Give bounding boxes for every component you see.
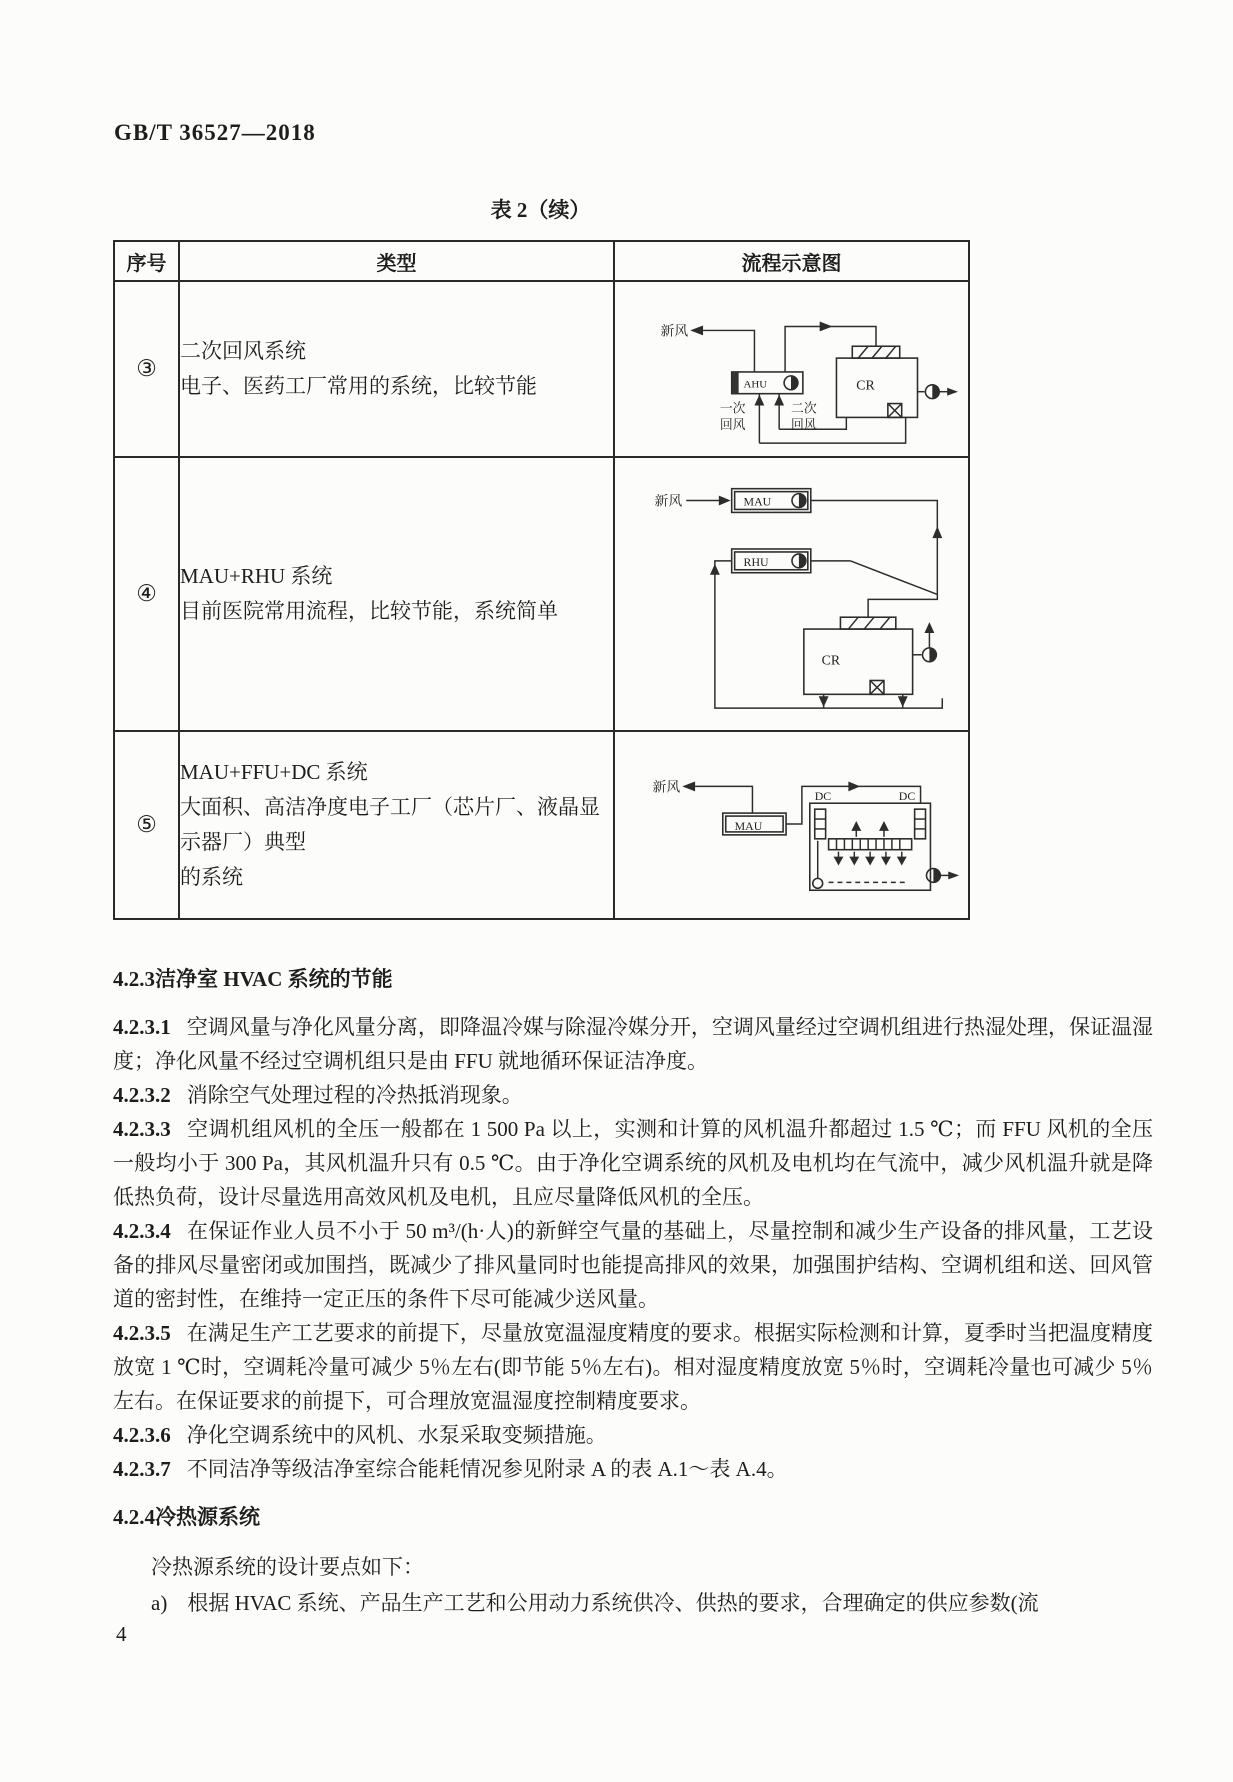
fresh-air-label: 新风 xyxy=(660,322,689,338)
arrow-right-icon xyxy=(848,781,860,791)
mau-label: MAU xyxy=(743,493,772,508)
arrow-left-icon xyxy=(682,781,695,791)
row-type xyxy=(179,457,614,731)
arrow-down-icon xyxy=(819,696,829,707)
arrow-right-icon xyxy=(947,387,958,395)
col-header-type: 类型 xyxy=(179,241,614,281)
arrow-up-icon xyxy=(879,821,889,831)
type-line: 大面积、高洁净度电子工厂（芯片厂、液晶显示器厂）典型 xyxy=(180,795,600,854)
body-text xyxy=(113,962,1153,1620)
clause-number: 4.2.3.3 xyxy=(113,1117,171,1141)
list-label: a) xyxy=(151,1591,168,1615)
table-row xyxy=(114,281,969,457)
primary-return-label: 一次 xyxy=(719,400,746,415)
clause-number: 4.2.3.6 xyxy=(113,1423,171,1447)
row-number: ③ xyxy=(114,281,179,457)
col-header-no: 序号 xyxy=(114,241,179,281)
ahu-label: AHU xyxy=(743,378,768,391)
arrow-up-icon xyxy=(754,394,764,405)
clause-4-2-3-6 xyxy=(113,1418,1153,1452)
arrow-down-icon xyxy=(865,856,875,865)
clause-text: 在保证作业人员不小于 50 m³/(h·人)的新鲜空气量的基础上，尽量控制和减少生产设备的排风量，工艺设备的排风尽量密闭或加围挡，既减少了排风量同时也能提高排风的效果，加强围护结构、空调机组和送、回风管道的密封性，在维持一定正压的条件下尽可能减少送风量。 xyxy=(113,1219,1153,1311)
arrow-down-icon xyxy=(881,856,891,865)
clause-number: 4.2.3.5 xyxy=(113,1321,171,1345)
clause-number: 4.2.3.7 xyxy=(113,1457,171,1481)
arrow-down-icon xyxy=(898,696,908,707)
clause-4-2-3-5 xyxy=(113,1316,1153,1418)
arrow-up-icon xyxy=(851,821,861,831)
arrow-right-icon xyxy=(820,321,833,331)
clause-text: 空调机组风机的全压一般都在 1 500 Pa 以上，实测和计算的风机温升都超过 1.5 ℃；而 FFU 风机的全压一般均小于 300 Pa，其风机温升只有 0.5 ℃。由于净化空调系统的风机及电机均在气流中，减少风机温升就是降低热负荷，设计尽量选用高效风机及电机，且应尽量降低风机的全压。 xyxy=(113,1117,1153,1209)
clause-text: 空调风量与净化风量分离，即降温冷媒与除湿冷媒分开，空调风量经过空调机组进行热湿处理，保证温湿度；净化风量不经过空调机组只是由 FFU 就地循环保证洁净度。 xyxy=(113,1015,1153,1073)
row-number: ⑤ xyxy=(114,731,179,919)
secondary-return-label: 二次 xyxy=(791,400,817,415)
clause-number: 4.2.3.4 xyxy=(113,1219,171,1243)
section-title: 洁净室 HVAC 系统的节能 xyxy=(155,967,393,991)
dry-coil-label: DC xyxy=(898,788,915,803)
table-row xyxy=(114,731,969,919)
clause-text: 在满足生产工艺要求的前提下，尽量放宽温湿度精度的要求。根据实际检测和计算，夏季时当把温度精度放宽 1 ℃时，空调耗冷量可减少 5％左右(即节能 5％左右)。相对湿度精度放宽 5％时，空调耗冷量也可减少 5％左右。在保证要求的前提下，可合理放宽温湿度控制精度要求。 xyxy=(113,1321,1153,1413)
section-number: 4.2.3 xyxy=(113,967,155,991)
mau-rhu-diagram xyxy=(619,461,964,723)
type-line: 电子、医药工厂常用的系统，比较节能 xyxy=(180,374,537,398)
type-line: MAU+RHU 系统 xyxy=(180,564,333,588)
flow-diagram-mau-ffu-dc xyxy=(614,731,969,919)
clause-4-2-3-2 xyxy=(113,1078,1153,1112)
mau-ffu-dc-diagram xyxy=(618,734,966,912)
arrow-down-icon xyxy=(896,856,906,865)
flow-diagram-mau-rhu xyxy=(614,457,969,731)
row-type xyxy=(179,281,614,457)
row-type xyxy=(179,731,614,919)
type-line: 目前医院常用流程，比较节能，系统简单 xyxy=(180,599,558,623)
arrow-up-icon xyxy=(924,622,934,633)
row-number: ④ xyxy=(114,457,179,731)
arrow-down-icon xyxy=(833,856,843,865)
arrow-right-icon xyxy=(948,871,959,879)
page-number: 4 xyxy=(116,1622,127,1646)
secondary-return-air-diagram xyxy=(619,283,964,451)
clause-4-2-3-7 xyxy=(113,1452,1153,1486)
document-code: GB/T 36527—2018 xyxy=(114,120,316,145)
section-number: 4.2.4 xyxy=(113,1505,155,1529)
clause-text: 净化空调系统中的风机、水泵采取变频措施。 xyxy=(186,1423,607,1447)
clause-4-2-3-1 xyxy=(113,1010,1153,1078)
clause-4-2-3-4 xyxy=(113,1214,1153,1316)
section-title: 冷热源系统 xyxy=(155,1505,260,1529)
cleanroom-label: CR xyxy=(821,652,841,668)
arrow-up-icon xyxy=(774,394,784,405)
clause-number: 4.2.3.1 xyxy=(113,1015,171,1039)
section-heading-4-2-4 xyxy=(113,1500,1153,1534)
clause-4-2-3-3 xyxy=(113,1112,1153,1214)
fresh-air-label: 新风 xyxy=(654,492,683,508)
cleanroom-label: CR xyxy=(856,377,875,393)
rhu-label: RHU xyxy=(743,554,769,569)
type-line: MAU+FFU+DC 系统 xyxy=(180,760,368,784)
flow-diagram-secondary-return xyxy=(614,281,969,457)
col-header-diagram: 流程示意图 xyxy=(614,241,969,281)
secondary-return-label: 回风 xyxy=(791,417,817,432)
table-row xyxy=(114,457,969,731)
list-item-a xyxy=(113,1586,1153,1620)
arrow-up-icon xyxy=(932,526,942,538)
type-line: 二次回风系统 xyxy=(180,339,306,363)
clause-number: 4.2.3.2 xyxy=(113,1083,171,1107)
dry-coil-label: DC xyxy=(814,788,831,803)
type-line: 的系统 xyxy=(180,865,243,889)
system-types-table xyxy=(113,240,970,920)
table-title: 表 2（续） xyxy=(490,198,591,222)
arrow-down-icon xyxy=(849,856,859,865)
arrow-right-icon xyxy=(719,495,731,505)
primary-return-label: 回风 xyxy=(719,417,746,432)
arrow-left-icon xyxy=(690,325,703,335)
mau-label: MAU xyxy=(734,818,762,833)
fresh-air-label: 新风 xyxy=(652,778,680,794)
arrow-up-icon xyxy=(710,563,720,574)
table-header-row xyxy=(114,241,969,281)
section-intro: 冷热源系统的设计要点如下： xyxy=(151,1555,424,1579)
section-heading-4-2-3 xyxy=(113,962,1153,996)
list-text: 根据 HVAC 系统、产品生产工艺和公用动力系统供冷、供热的要求，合理确定的供应参数(流 xyxy=(187,1591,1039,1615)
clause-text: 消除空气处理过程的冷热抵消现象。 xyxy=(186,1083,523,1107)
clause-text: 不同洁净等级洁净室综合能耗情况参见附录 A 的表 A.1～表 A.4。 xyxy=(186,1457,788,1481)
